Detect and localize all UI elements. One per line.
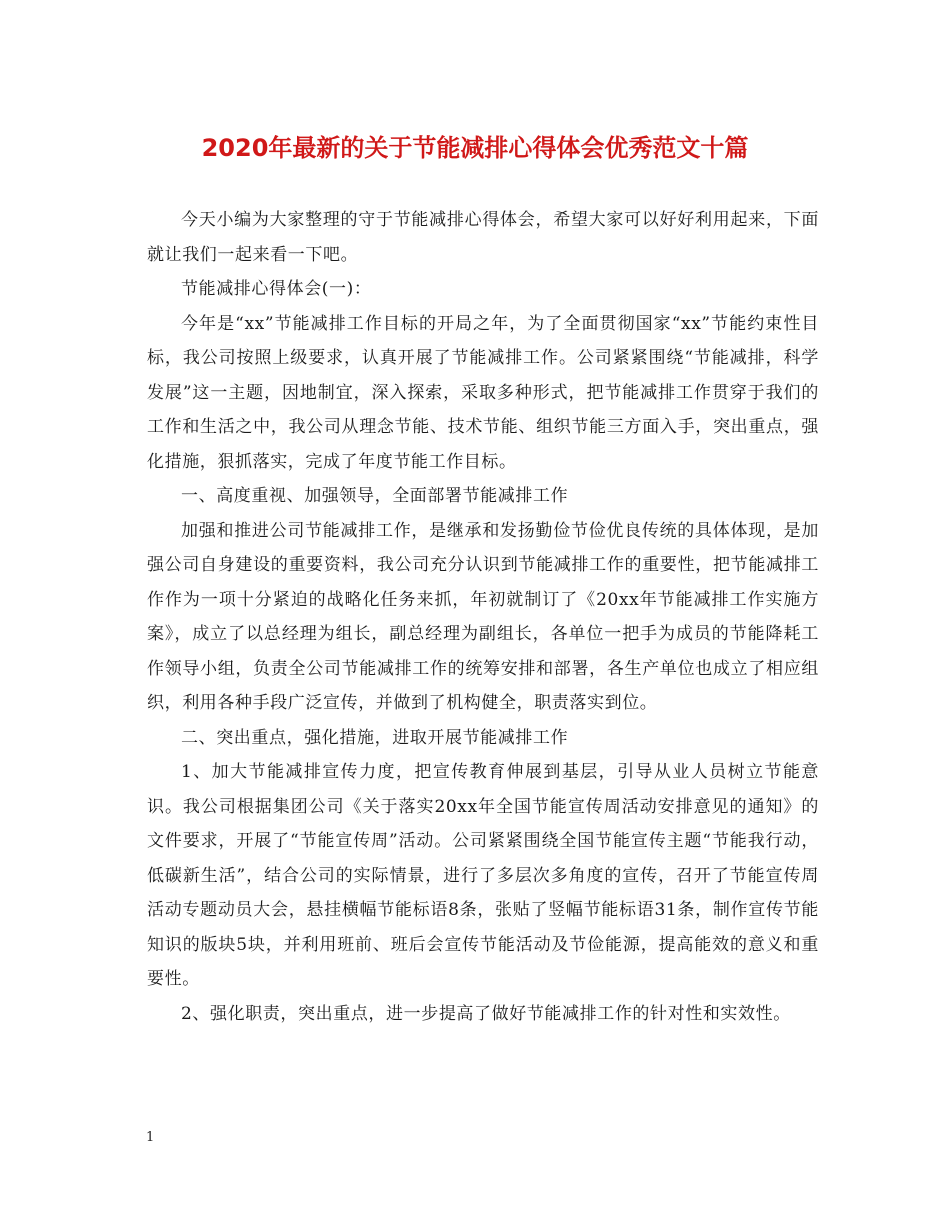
- body-paragraph: 今年是“xx”节能减排工作目标的开局之年，为了全面贯彻国家“xx”节能约束性目标，我公司按照上级要求，认真开展了节能减排工作。公司紧紧围绕“节能减排，科学发展”这一主题，因地制宜，深入探索，采取多种形式，把节能减排工作贯穿于我们的工作和生活之中，我公司从理念节能、技术节能、组织节能三方面入手，突出重点，强化措施，狠抓落实，完成了年度节能工作目标。: [147, 313, 819, 472]
- body-paragraph: 加强和推进公司节能减排工作，是继承和发扬勤俭节俭优良传统的具体体现，是加强公司自身建设的重要资料，我公司充分认识到节能减排工作的重要性，把节能减排工作作为一项十分紧迫的战略化任务来抓，年初就制订了《20xx年节能减排工作实施方案》，成立了以总经理为组长，副总经理为副组长，各单位一把手为成员的节能降耗工作领导小组，负责全公司节能减排工作的统筹安排和部署，各生产单位也成立了相应组织，利用各种手段广泛宣传，并做到了机构健全，职责落实到位。: [147, 520, 819, 713]
- section-heading-two: 二、突出重点，强化措施，进取开展节能减排工作: [181, 727, 569, 748]
- section-heading-one: 一、高度重视、加强领导，全面部署节能减排工作: [181, 486, 569, 506]
- document-body: [147, 203, 819, 1031]
- page-number: 1: [146, 1130, 155, 1145]
- section-heading-part-one: 节能减排心得体会(一)：: [181, 279, 372, 299]
- intro-paragraph: 今天小编为大家整理的守于节能减排心得体会，希望大家可以好好利用起来，下面就让我们一起来看一下吧。: [147, 210, 819, 265]
- body-paragraph: 1、加大节能减排宣传力度，把宣传教育伸展到基层，引导从业人员树立节能意识。我公司根据集团公司《关于落实20xx年全国节能宣传周活动安排意见的通知》的文件要求，开展了“节能宣传周”活动。公司紧紧围绕全国节能宣传主题“节能我行动，低碳新生活”，结合公司的实际情景，进行了多层次多角度的宣传，召开了节能宣传周活动专题动员大会，悬挂横幅节能标语8条，张贴了竖幅节能标语31条，制作宣传节能知识的版块5块，并利用班前、班后会宣传节能活动及节俭能源，提高能效的意义和重要性。: [147, 762, 819, 989]
- document-title: 2020年最新的关于节能减排心得体会优秀范文十篇: [201, 134, 749, 162]
- body-paragraph: 2、强化职责，突出重点，进一步提高了做好节能减排工作的针对性和实效性。: [181, 1003, 791, 1024]
